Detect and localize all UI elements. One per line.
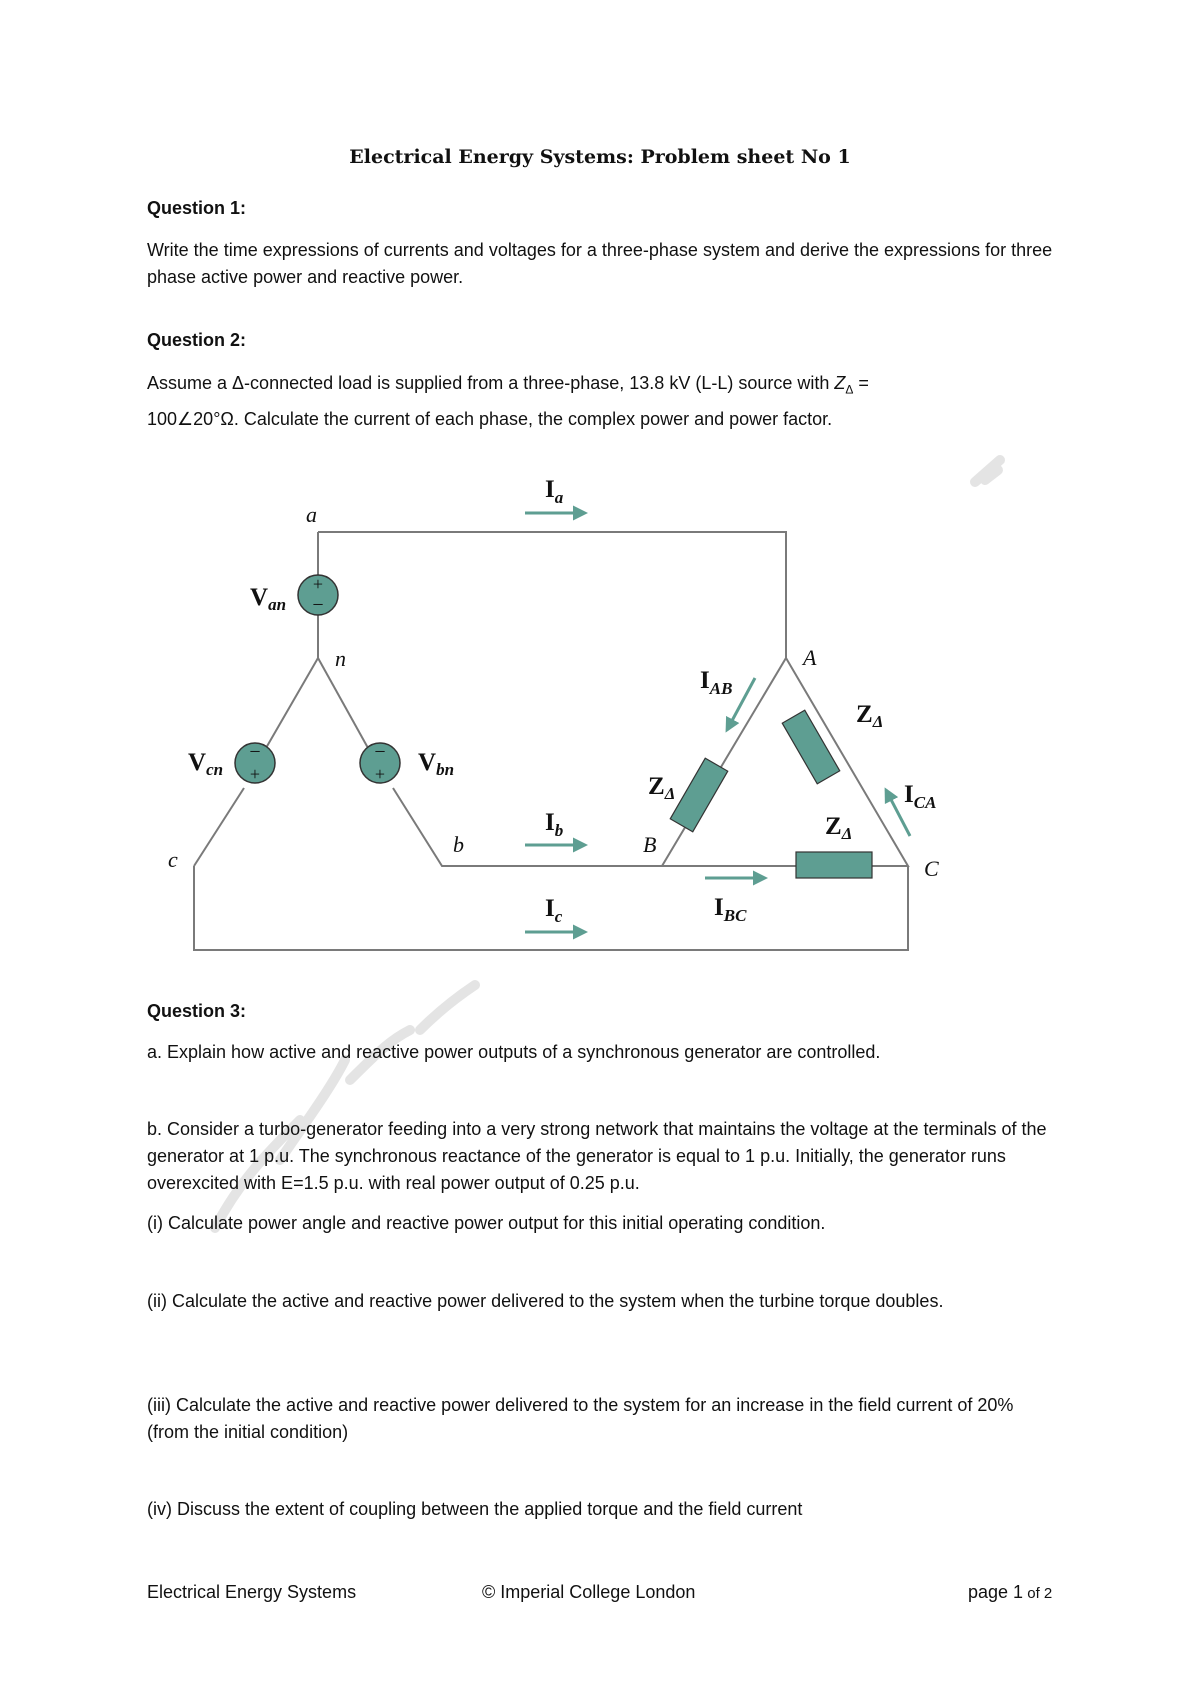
source-vcn	[235, 741, 275, 784]
node-label-c: c	[168, 847, 178, 872]
footer-left: Electrical Energy Systems	[147, 1582, 357, 1602]
footer-page-number	[968, 1582, 1052, 1603]
wire-a-to-A	[318, 532, 786, 658]
question-2-heading: Question 2:	[147, 330, 247, 350]
plus-sign: +	[249, 764, 261, 784]
source-vbn	[360, 741, 400, 784]
node-label-n: n	[335, 646, 346, 671]
watermark-strokes	[215, 460, 1000, 1228]
question-3-part-ii: (ii) Calculate the active and reactive power delivered to the system when the turbine torque doubles.	[147, 1291, 944, 1311]
wire-b-to-B	[393, 788, 662, 866]
minus-sign: −	[374, 741, 386, 763]
question-2-line1: Assume a Δ-connected load is supplied from a three-phase, 13.8 kV (L-L) source with	[147, 373, 835, 393]
plus-sign: +	[374, 764, 386, 784]
label-Vbn: $V_{bn}$	[418, 749, 455, 779]
label-Ib: $I_b$	[545, 809, 564, 840]
label-Vcn: $V_{cn}$	[188, 749, 224, 779]
label-Ia: $I_a$	[545, 476, 564, 507]
z-subscript: Δ	[845, 382, 854, 397]
z-symbol: Z	[834, 373, 846, 393]
node-label-A: A	[803, 645, 817, 670]
question-3-part-iii: (iii) Calculate the active and reactive power delivered to the system for an increase in the field current of 20% (from the initial condition)	[147, 1395, 1014, 1442]
question-2-line2: 100∠20°Ω. Calculate the current of each phase, the complex power and power factor.	[147, 408, 833, 429]
plus-sign: +	[312, 574, 324, 594]
question-1-text: Write the time expressions of currents and voltages for a three-phase system and derive the expressions for three phase active power and reactive power.	[147, 240, 1053, 287]
label-Ic: $I_c$	[545, 895, 563, 926]
wire-n-vcn	[266, 658, 318, 748]
source-van	[298, 574, 338, 616]
label-ICA: $I_{CA}$	[904, 781, 937, 812]
label-Z-AB: $Z_\Delta$	[648, 773, 676, 803]
question-3-part-iv: (iv) Discuss the extent of coupling between the applied torque and the field current	[147, 1499, 803, 1519]
footer-center: © Imperial College London	[482, 1582, 696, 1602]
question-3-part-b: b. Consider a turbo-generator feeding into a very strong network that maintains the voltage at the terminals of the generator at 1 p.u. The synchronous reactance of the generator is equal to 1 p.u. Initially, the generator runs overexcited with E=1.5 p.u. with real power output of 0.25 p.u.	[147, 1119, 1047, 1193]
impedance-AC	[782, 710, 840, 784]
label-IBC: $I_{BC}$	[714, 894, 747, 925]
wire-n-vbn	[318, 658, 368, 748]
delta-triangle	[662, 658, 908, 866]
question-3-part-a: a. Explain how active and reactive power outputs of a synchronous generator are controlled.	[147, 1042, 881, 1062]
page-title: Electrical Energy Systems: Problem sheet No 1	[349, 146, 851, 168]
wire-vcn-c	[194, 788, 244, 866]
node-label-b: b	[453, 832, 464, 857]
question-3-part-i: (i) Calculate power angle and reactive power output for this initial operating condition.	[147, 1213, 826, 1233]
question-2-line1-end: =	[853, 373, 869, 393]
question-1-heading: Question 1:	[147, 198, 247, 218]
label-IAB: $I_{AB}$	[700, 667, 733, 698]
label-Z-BC: $Z_\Delta$	[825, 813, 853, 843]
node-label-a: a	[306, 502, 317, 527]
minus-sign: −	[312, 594, 324, 616]
page-current: page 1	[968, 1582, 1024, 1602]
label-Z-AC: $Z_\Delta$	[856, 701, 884, 731]
minus-sign: −	[249, 741, 261, 763]
page-total: of 2	[1023, 1585, 1053, 1602]
node-label-C: C	[924, 856, 939, 881]
impedance-BC	[796, 852, 872, 878]
question-3-heading: Question 3:	[147, 1001, 247, 1021]
impedance-AB	[670, 758, 728, 832]
node-label-B: B	[643, 832, 657, 857]
label-Van: $V_{an}$	[250, 584, 287, 614]
